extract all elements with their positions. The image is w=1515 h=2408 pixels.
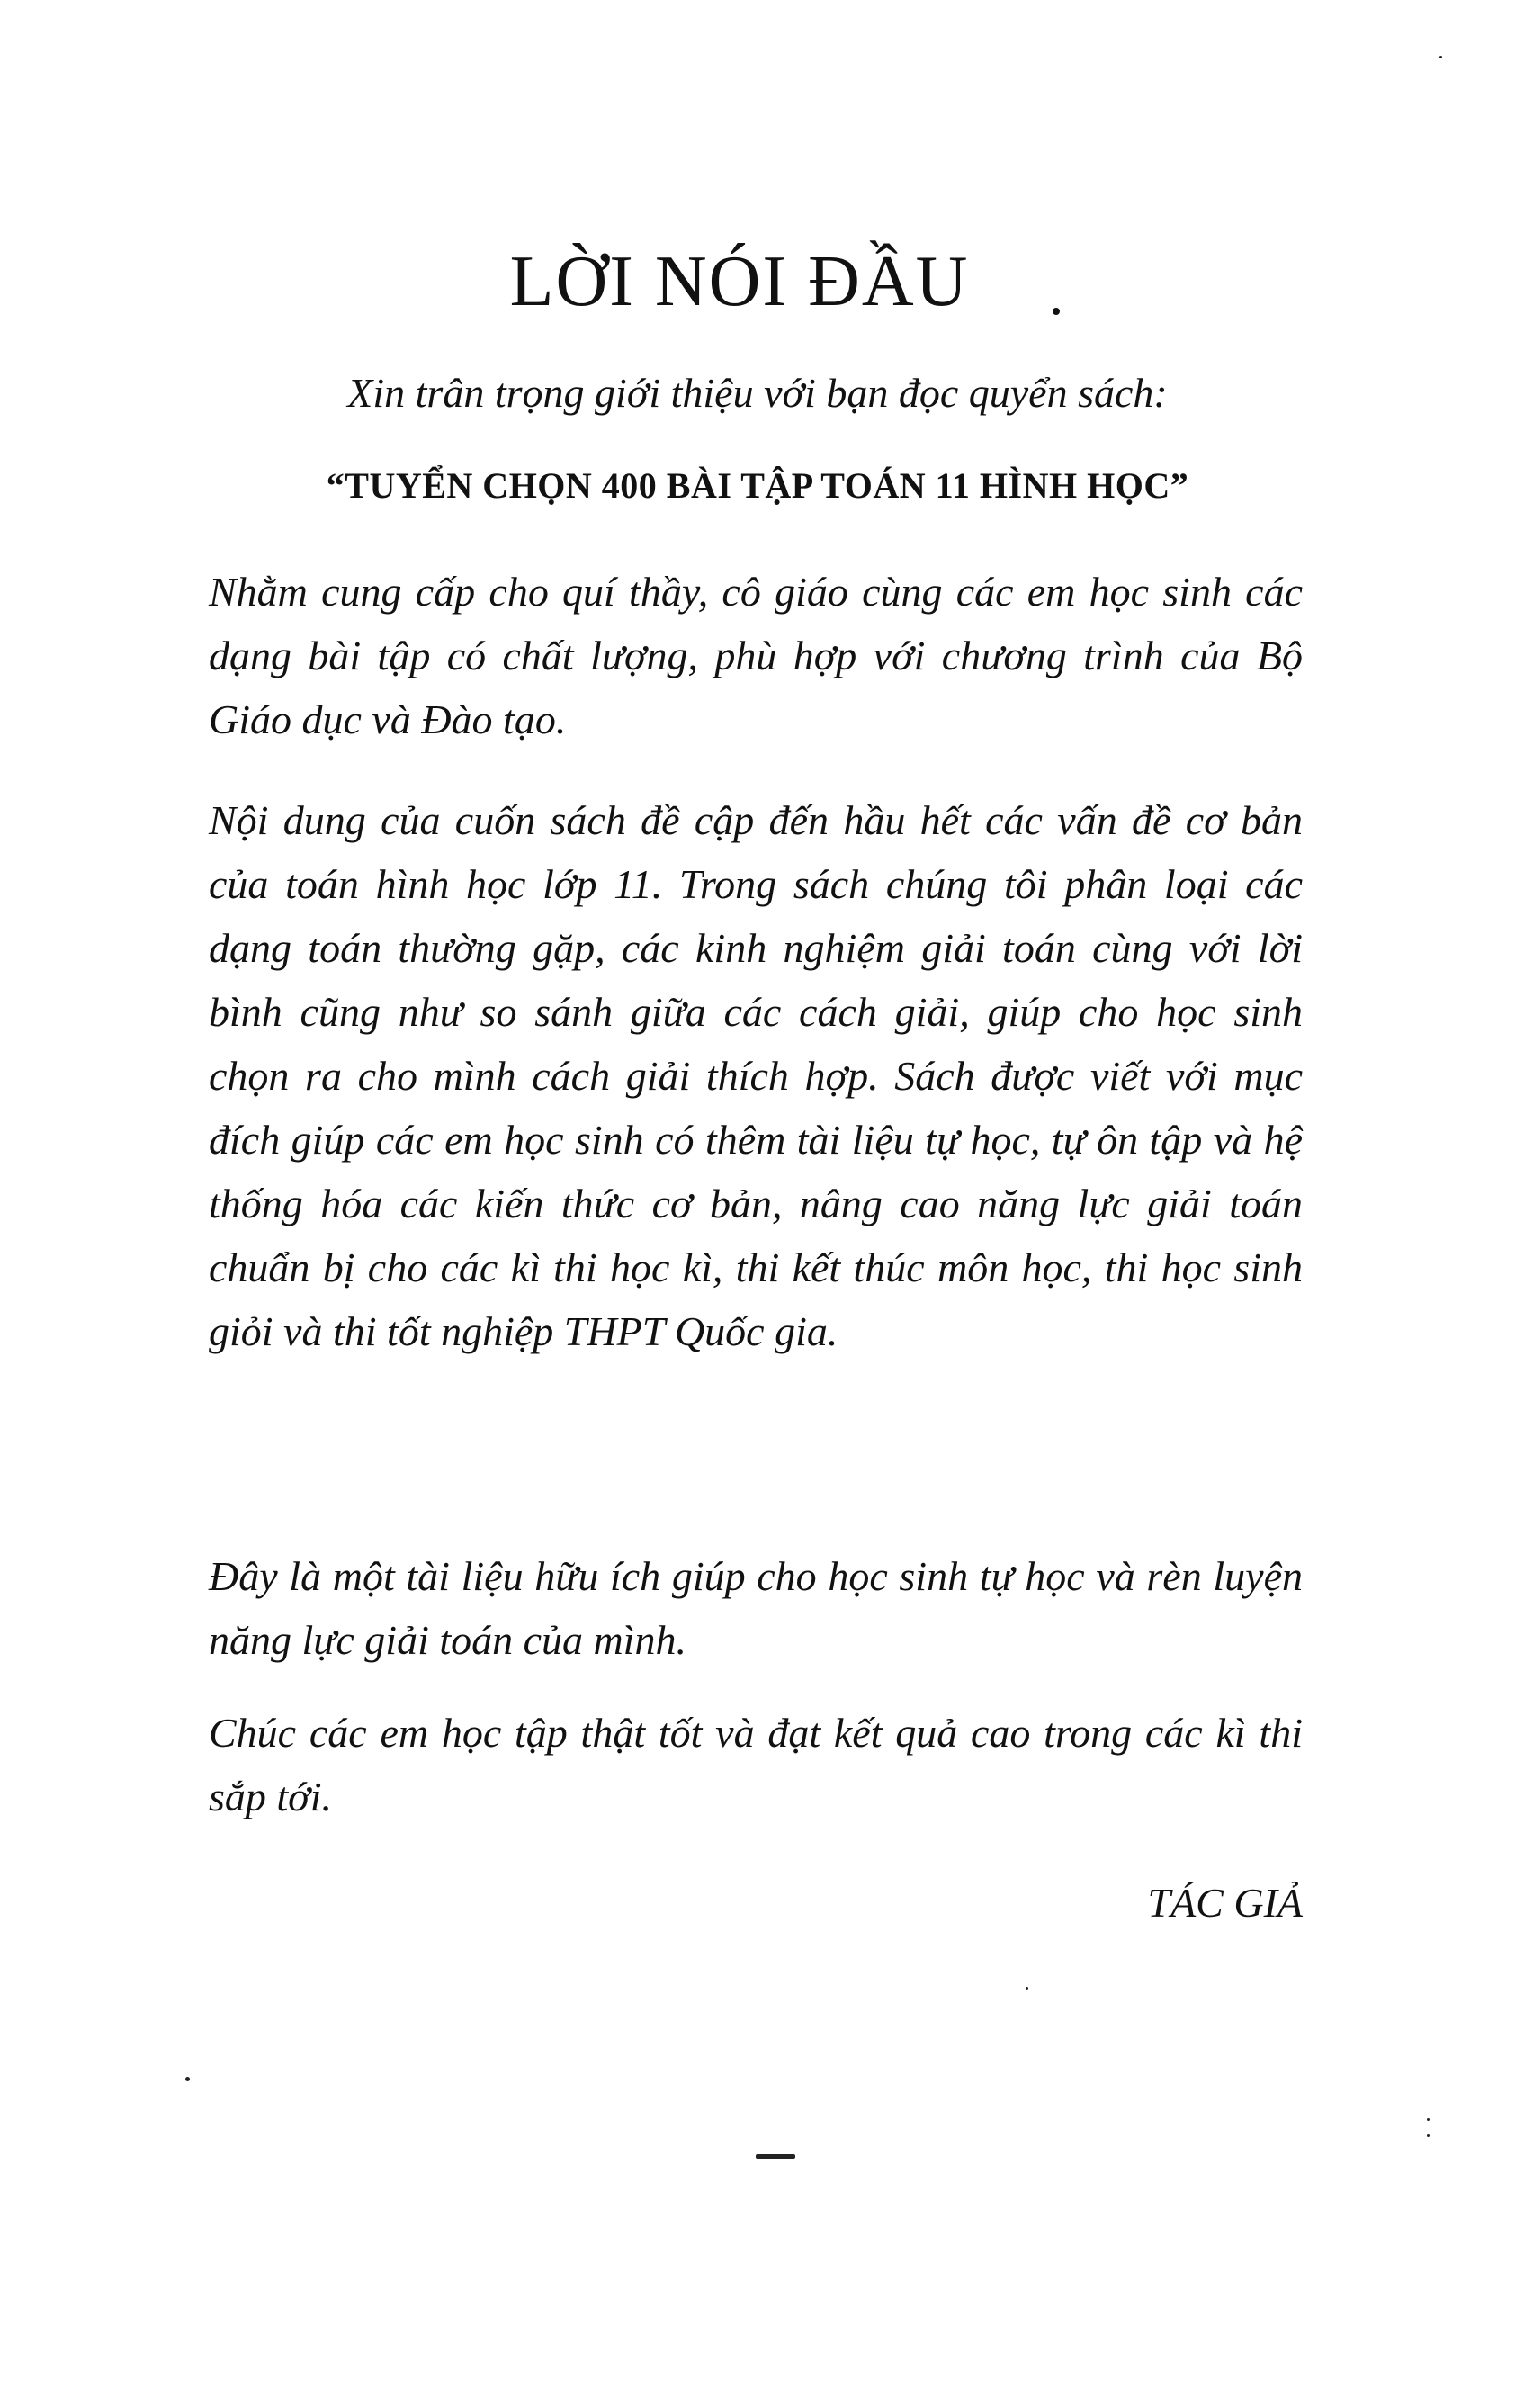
intro-line: Xin trân trọng giới thiệu với bạn đọc quyển sách: — [347, 370, 1168, 416]
scan-speck — [185, 2077, 190, 2081]
paragraph-purpose: Nhằm cung cấp cho quí thầy, cô giáo cùng các em học sinh các dạng bài tập có chất lượng, phù hợp với chương trình của Bộ Giáo dục và Đào tạo. — [209, 569, 1303, 742]
scan-speck — [1427, 2134, 1430, 2137]
title-dot-mark — [1053, 308, 1060, 315]
page-title: LỜI NÓI ĐẦU — [509, 242, 970, 321]
paragraph-content: Nội dung của cuốn sách đề cập đến hầu hết các vấn đề cơ bản của toán hình học lớp 11. Trong sách chúng tôi phân loại các dạng toán thường gặp, các kinh nghiệm giải toán cùng với lời bình cũng như so sánh giữa các cách giải, giúp cho học sinh chọn ra cho mình cách giải thích hợp. Sách được viết với mục đích giúp các em học sinh có thêm tài liệu tự học, tự ôn tập và hệ thống hóa các kiến thức cơ bản, nâng cao năng lực giải toán chuẩn bị cho các kì thi học kì, thi kết thúc môn học, thi học sinh giỏi và thi tốt nghiệp THPT Quốc gia. — [209, 797, 1303, 1354]
page-bottom-mark — [756, 2154, 795, 2159]
scan-speck — [1439, 56, 1442, 58]
paragraph-wishes: Chúc các em học tập thật tốt và đạt kết quả cao trong các kì thi sắp tới. — [209, 1710, 1303, 1819]
book-title: “TUYỂN CHỌN 400 BÀI TẬP TOÁN 11 HÌNH HỌC” — [326, 465, 1189, 506]
scan-speck — [1026, 1987, 1028, 1990]
author-signature: TÁC GIẢ — [1147, 1880, 1303, 1926]
paragraph-usefulness: Đây là một tài liệu hữu ích giúp cho học sinh tự học và rèn luyện năng lực giải toán của mình. — [209, 1553, 1303, 1663]
scan-speck — [1427, 2118, 1430, 2121]
